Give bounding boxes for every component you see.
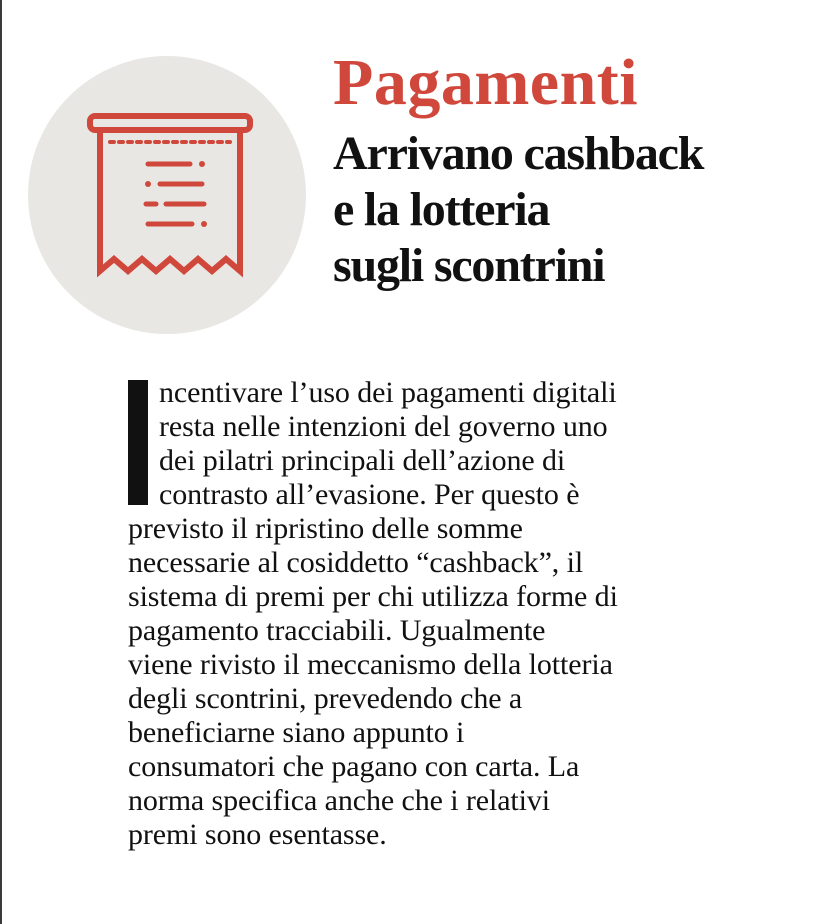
headline-line: Arrivano cashback xyxy=(333,127,704,180)
body-line: viene rivisto il meccanismo della lotteria xyxy=(128,648,613,681)
body-line: dei pilatri principali dell’azione di xyxy=(159,444,566,477)
body-line: premi sono esentasse. xyxy=(128,818,387,851)
body-line: norma specifica anche che i relativi xyxy=(128,784,551,817)
article-body xyxy=(128,376,728,852)
headline xyxy=(333,126,803,294)
body-line: contrasto all’evasione. Per questo è xyxy=(159,478,580,511)
body-line: sistema di premi per chi utilizza forme di xyxy=(128,580,618,613)
body-line: pagamento tracciabili. Ugualmente xyxy=(128,614,546,647)
column-rule xyxy=(0,0,2,924)
body-line: previsto il ripristino delle somme xyxy=(128,512,523,545)
body-line: consumatori che pagano con carta. La xyxy=(128,750,580,783)
headline-line: e la lotteria xyxy=(333,183,550,236)
receipt-icon xyxy=(28,56,306,334)
section-kicker: Pagamenti xyxy=(333,46,639,119)
body-line: degli scontrini, prevedendo che a xyxy=(128,682,523,715)
body-line: beneficiarne siano appunto i xyxy=(128,716,465,749)
body-line: necessarie al cosiddetto “cashback”, il xyxy=(128,546,584,579)
headline-line: sugli scontrini xyxy=(333,239,605,292)
body-line: resta nelle intenzioni del governo uno xyxy=(159,410,608,443)
body-line: ncentivare l’uso dei pagamenti digitali xyxy=(159,376,617,409)
icon-badge xyxy=(28,56,306,334)
